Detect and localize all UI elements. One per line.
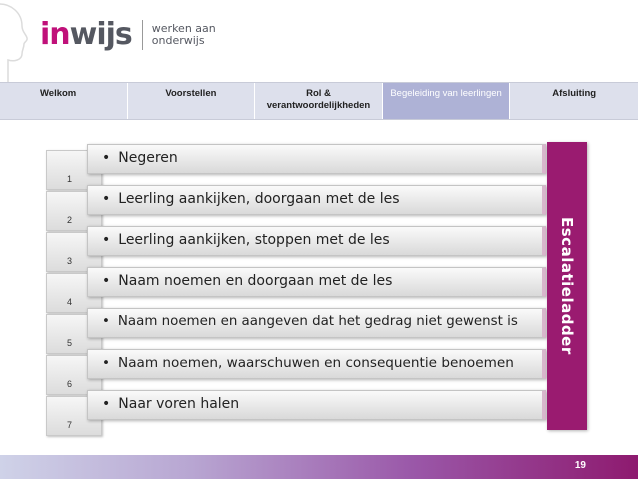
logo-tagline bbox=[152, 23, 216, 47]
head-profile-icon bbox=[0, 0, 40, 82]
footer-bar bbox=[0, 455, 638, 479]
step-number: 5 bbox=[67, 338, 73, 348]
step-text: Naam noemen, waarschuwen en consequentie benoemen bbox=[118, 355, 514, 371]
ladder-step-6 bbox=[46, 349, 542, 389]
step-bar bbox=[87, 185, 546, 215]
inwijs-logo[interactable] bbox=[40, 17, 216, 52]
ladder-step-4 bbox=[46, 267, 542, 307]
step-number: 2 bbox=[67, 215, 73, 225]
step-number: 7 bbox=[67, 420, 73, 430]
tagline-line-2: onderwijs bbox=[151, 34, 205, 47]
step-bar bbox=[87, 267, 546, 297]
step-text: Negeren bbox=[118, 150, 178, 166]
step-bar bbox=[87, 144, 546, 174]
tagline-line-1: werken aan bbox=[151, 22, 216, 35]
bullet: • bbox=[102, 396, 111, 412]
step-bar bbox=[87, 226, 546, 256]
step-bar bbox=[87, 308, 546, 338]
nav-voorstellen[interactable]: Voorstellen bbox=[128, 83, 256, 119]
bullet: • bbox=[102, 191, 111, 207]
step-text: Naam noemen en doorgaan met de les bbox=[118, 273, 393, 289]
page-number: 19 bbox=[574, 460, 586, 471]
logo-wordmark: inwijs bbox=[40, 17, 132, 52]
step-bar bbox=[87, 390, 546, 420]
step-number: 6 bbox=[67, 379, 73, 389]
section-nav bbox=[0, 82, 638, 120]
ladder-step-2 bbox=[46, 185, 542, 225]
nav-begeleiding-van-leerlingen[interactable]: Begeleiding van leerlingen bbox=[383, 83, 511, 119]
step-text: Leerling aankijken, doorgaan met de les bbox=[118, 191, 400, 207]
bullet: • bbox=[102, 273, 111, 289]
bullet: • bbox=[102, 232, 111, 248]
ladder-step-1 bbox=[46, 144, 542, 184]
ladder-step-3 bbox=[46, 226, 542, 266]
step-text: Leerling aankijken, stoppen met de les bbox=[118, 232, 390, 248]
step-text: Naam noemen en aangeven dat het gedrag niet gewenst is bbox=[117, 314, 518, 329]
header bbox=[0, 0, 638, 82]
escalation-ladder-label bbox=[547, 142, 587, 430]
step-bar bbox=[87, 349, 546, 379]
logo-divider bbox=[142, 20, 143, 50]
ladder-step-5 bbox=[46, 308, 542, 348]
step-text: Naar voren halen bbox=[118, 396, 240, 412]
escalation-ladder-text: Escalatieladder bbox=[558, 217, 576, 355]
step-number: 3 bbox=[67, 256, 73, 266]
nav-rol-verantwoordelijkheden[interactable]: Rol & verantwoordelijkheden bbox=[255, 83, 383, 119]
bullet: • bbox=[102, 150, 111, 166]
ladder-step-7 bbox=[46, 390, 542, 430]
nav-afsluiting[interactable]: Afsluiting bbox=[552, 88, 597, 99]
bullet: • bbox=[102, 355, 111, 371]
step-number: 4 bbox=[67, 297, 73, 307]
nav-welkom[interactable]: Welkom bbox=[0, 83, 128, 119]
bullet: • bbox=[102, 314, 110, 329]
step-number: 1 bbox=[67, 174, 73, 184]
